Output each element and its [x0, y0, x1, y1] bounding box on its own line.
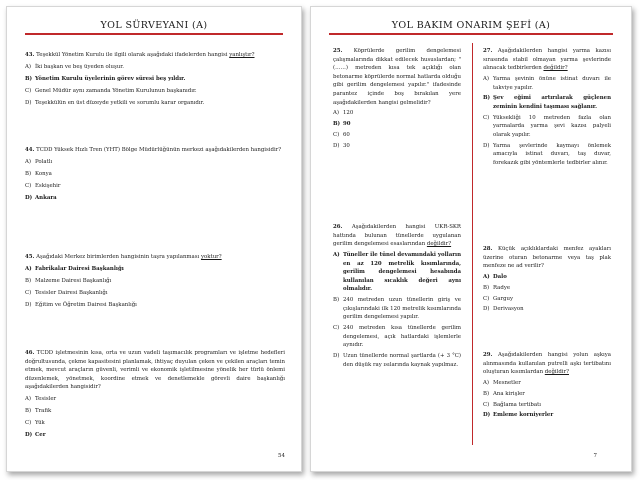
option-letter: B): [25, 277, 32, 284]
option-letter: D): [483, 306, 490, 313]
question-number: 26.: [333, 224, 343, 230]
question-number: 28.: [483, 246, 493, 252]
option-letter: D): [25, 194, 33, 201]
column-divider: [472, 43, 473, 445]
option-letter: A): [25, 265, 32, 272]
option-b: [25, 170, 285, 179]
question-text: Küçük açıklıklardaki menfez ayakları üzerine oturan betonarme veya taş plak menfeze ne ad verilir?: [483, 246, 611, 270]
question-keyword: değildir?: [543, 65, 568, 72]
option-letter: D): [333, 353, 340, 360]
question-28: [483, 245, 611, 314]
option-c: [483, 295, 611, 304]
option-letter: A): [333, 110, 339, 117]
option-text: Tüneller ile tünel devamındaki yolların en az 120 metrelik kısımlarında, gerilim dengelemesi hesabında kullanılan sıcaklık değeri aynı olmalıdır.: [343, 251, 461, 293]
question-number: 27.: [483, 48, 493, 54]
question-29: [483, 351, 611, 420]
left-page: [6, 6, 302, 472]
option-b: [483, 390, 611, 399]
option-a: [25, 63, 285, 72]
option-letter: A): [483, 273, 490, 280]
option-letter: D): [483, 142, 490, 149]
option-d: [333, 142, 461, 151]
question-keyword: değildir?: [426, 241, 452, 248]
option-text: Eğitim ve Öğretim Dairesi Başkanlığı: [35, 301, 137, 308]
option-letter: A): [333, 251, 340, 258]
option-c: [483, 401, 611, 410]
option-text: Yönetim Kurulu üyelerinin görev süresi beş yıldır.: [35, 75, 186, 82]
page-number: 54: [278, 453, 285, 459]
option-b-answer: [333, 120, 461, 129]
question-stem: [333, 223, 461, 249]
question-stem: [25, 253, 285, 262]
question-text: TCDD Yüksek Hızlı Tren (YHT) Bölge Müdürlüğünün merkezi aşağıdakilerden hangisidir?: [36, 147, 282, 153]
option-text: 60: [343, 131, 350, 138]
question-27: [483, 47, 611, 167]
option-text: Teşekkülün en üst düzeyde yetkili ve sorumlu karar organıdır.: [35, 99, 205, 106]
option-c: [25, 87, 285, 96]
option-text: Polatlı: [35, 158, 53, 165]
option-c: [25, 419, 285, 428]
option-d: [333, 352, 461, 369]
option-text: Yarma şevinin önüne istinat duvarı ile takviye yapılır.: [493, 75, 611, 91]
option-letter: B): [25, 408, 32, 415]
option-letter: B): [333, 297, 340, 304]
option-text: Fabrikalar Dairesi Başkanlığı: [35, 265, 124, 272]
question-stem: [483, 47, 611, 73]
option-text: İki başkan ve beş üyeden oluşur.: [35, 63, 124, 70]
option-b: [25, 407, 285, 416]
question-26: [333, 223, 461, 369]
question-keyword: yoktur?: [200, 254, 222, 260]
option-text: Radye: [493, 284, 511, 291]
question-number: 45.: [25, 254, 35, 260]
option-letter: B): [25, 75, 33, 82]
question-stem: [25, 349, 285, 392]
option-c: [333, 324, 461, 350]
option-text: Konya: [35, 170, 52, 177]
option-text: Ana kirişler: [493, 390, 525, 397]
question-text: Aşağıdakilerden hangisi yolun aşkıya alınmasında kullanılan putrelli aşkı tertibatını oluşturan kısımlardan: [483, 352, 611, 376]
option-letter: B): [25, 170, 32, 177]
option-letter: C): [25, 289, 32, 296]
option-text: 240 metreden uzun tünellerin giriş ve çıkışlarındaki ilk 120 metrelik kısımlarında gerilim dengelemesi yapılır.: [343, 297, 461, 321]
option-text: 120: [343, 110, 354, 117]
option-d-answer: [25, 431, 285, 440]
option-letter: A): [25, 63, 31, 70]
question-number: 43.: [25, 52, 35, 58]
option-letter: A): [25, 158, 31, 165]
question-keyword: yanlıştır?: [229, 52, 255, 58]
option-text: Yük: [35, 420, 45, 427]
option-text: 30: [343, 142, 350, 149]
question-stem: [483, 245, 611, 271]
option-b: [483, 284, 611, 293]
option-letter: C): [25, 87, 32, 94]
question-text: Aşağıdaki Merkez birimlerden hangisinin taşra yapılanması: [36, 254, 200, 260]
question-number: 46.: [25, 350, 35, 356]
page-header: YOL SÜRVEYANI (A): [100, 20, 208, 31]
option-b: [25, 277, 285, 286]
option-d: [25, 99, 285, 108]
question-number: 44.: [25, 147, 35, 153]
option-letter: C): [333, 131, 340, 138]
question-number: 29.: [483, 352, 493, 358]
option-d-answer: [483, 411, 611, 420]
option-letter: B): [333, 121, 341, 128]
question-stem: [483, 351, 611, 377]
option-d: [483, 305, 611, 314]
option-text: Malzeme Dairesi Başkanlığı: [35, 277, 112, 284]
option-text: Mesnetler: [493, 379, 521, 386]
option-letter: D): [25, 432, 33, 439]
option-a: [25, 158, 285, 167]
option-text: Garguy: [493, 295, 514, 302]
option-text: Trafik: [35, 408, 52, 415]
option-letter: C): [483, 295, 490, 302]
option-b-answer: [483, 94, 611, 111]
option-text: Şev eğimi artırılarak güçlenen zeminin kendini taşıması sağlanır.: [493, 95, 611, 110]
header-rule: [329, 33, 613, 35]
option-d-answer: [25, 194, 285, 203]
option-text: Derivasyon: [493, 306, 524, 313]
option-text: Bağlama tertibatı: [493, 401, 541, 408]
option-text: Genel Müdür aynı zamanda Yönetim Kurulunun başkanıdır.: [35, 87, 197, 94]
option-text: Yüksekliği 10 metreden fazla olan yarmalarda yarma şevi kazısı palyeli olarak yapılır.: [493, 114, 611, 138]
option-letter: C): [483, 114, 490, 121]
option-a: [25, 395, 285, 404]
question-25: [333, 47, 461, 150]
option-c: [483, 114, 611, 140]
option-letter: D): [333, 142, 340, 149]
option-letter: A): [25, 396, 31, 403]
question-45: [25, 253, 285, 310]
option-letter: C): [333, 325, 340, 332]
question-43: [25, 51, 285, 108]
option-b-answer: [25, 75, 285, 84]
question-stem: [25, 146, 285, 155]
option-a-answer: [333, 251, 461, 294]
option-a-answer: [25, 265, 285, 274]
option-text: 240 metreden kısa tünellerde gerilim dengelemesi, açık hatlardaki işlemlerle aynıdır.: [343, 325, 461, 349]
option-letter: C): [483, 401, 490, 408]
page-header: YOL BAKIM ONARIM ŞEFİ (A): [391, 20, 551, 31]
option-letter: B): [483, 95, 491, 102]
option-b: [333, 296, 461, 322]
option-text: Tesisler: [35, 396, 57, 403]
option-c: [333, 131, 461, 140]
option-letter: A): [483, 75, 489, 82]
question-stem: [25, 51, 285, 60]
question-text: Teşekkül Yönetim Kurulu ile ilgili olarak aşağıdaki ifadelerden hangisi: [36, 52, 228, 58]
option-letter: B): [483, 390, 490, 397]
header-rule: [25, 33, 283, 35]
option-d: [483, 142, 611, 168]
question-text: TCDD işletmesinin kısa, orta ve uzun vadeli taşımacılık programları ve işletme hedefleri doğrultusunda, çekme kapasitesini planlamak, ihtiyaç duyulan çeken ve çekilen araçları temin etmek, mevcut araçların güvenli, verimli ve ekonomik işletilmesine yönelik her türlü önlemi düzenlemek, yönetmek, koordine etmek ve denetlemekle görevli daire başkanlığı aşağıdakilerden hangisidir?: [25, 350, 285, 391]
option-text: 90: [343, 121, 351, 128]
option-d: [25, 301, 285, 310]
question-text: Köprülerde gerilim dengelemesi çalışmalarında dikkat edilecek hususlardan; "(……) metreden kısa tek açıklığı olan betonarme köprülerde normal hatlarda olduğu gibi gerilim dengelemesi yapılır." ifadesinde parantez içinde boş bırakılan yere aşağıdakilerden hangisi gelmelidir?: [333, 48, 461, 106]
option-text: Ankara: [35, 194, 57, 201]
option-letter: C): [25, 182, 32, 189]
option-c: [25, 289, 285, 298]
option-letter: D): [25, 99, 32, 106]
option-letter: A): [483, 379, 489, 386]
right-page: [310, 6, 632, 472]
option-text: Cer: [35, 432, 46, 439]
question-46: [25, 349, 285, 440]
option-text: Emleme korniyerler: [493, 412, 554, 419]
option-a: [333, 109, 461, 118]
page-number: 7: [593, 453, 597, 459]
option-text: Eskişehir: [35, 182, 61, 189]
option-letter: B): [483, 284, 490, 291]
question-stem: [333, 47, 461, 107]
question-number: 25.: [333, 48, 343, 54]
option-letter: C): [25, 420, 32, 427]
option-text: Uzun tünellerde normal şartlarda (+ 3 °C) den düşük ray ısılarında kaynak yapılmaz.: [343, 353, 461, 368]
option-text: Dalo: [493, 273, 507, 280]
option-a: [483, 75, 611, 92]
question-keyword: değildir?: [544, 369, 569, 376]
option-a: [483, 379, 611, 388]
option-text: Tesisler Dairesi Başkanlığı: [35, 289, 108, 296]
option-c: [25, 182, 285, 191]
option-letter: D): [25, 301, 32, 308]
option-a-answer: [483, 273, 611, 282]
option-text: Yarma şevlerinde kaymayı önlemek amacıyla istinat duvarı, taş duvar, forekazık gibi yöntemlerle tedbirler alınır.: [493, 142, 611, 166]
question-text: Aşağıdakilerden hangisi UKR-SKR hattında bulunan tünellerde uygulanan gerilim dengelemesi esaslarından: [333, 224, 461, 248]
question-text: Aşağıdakilerden hangisi yarma kazısı sırasında stabil olmayan yarma şevlerinde alınacak tedbirlerden: [483, 48, 612, 72]
option-letter: D): [483, 412, 491, 419]
question-44: [25, 146, 285, 203]
